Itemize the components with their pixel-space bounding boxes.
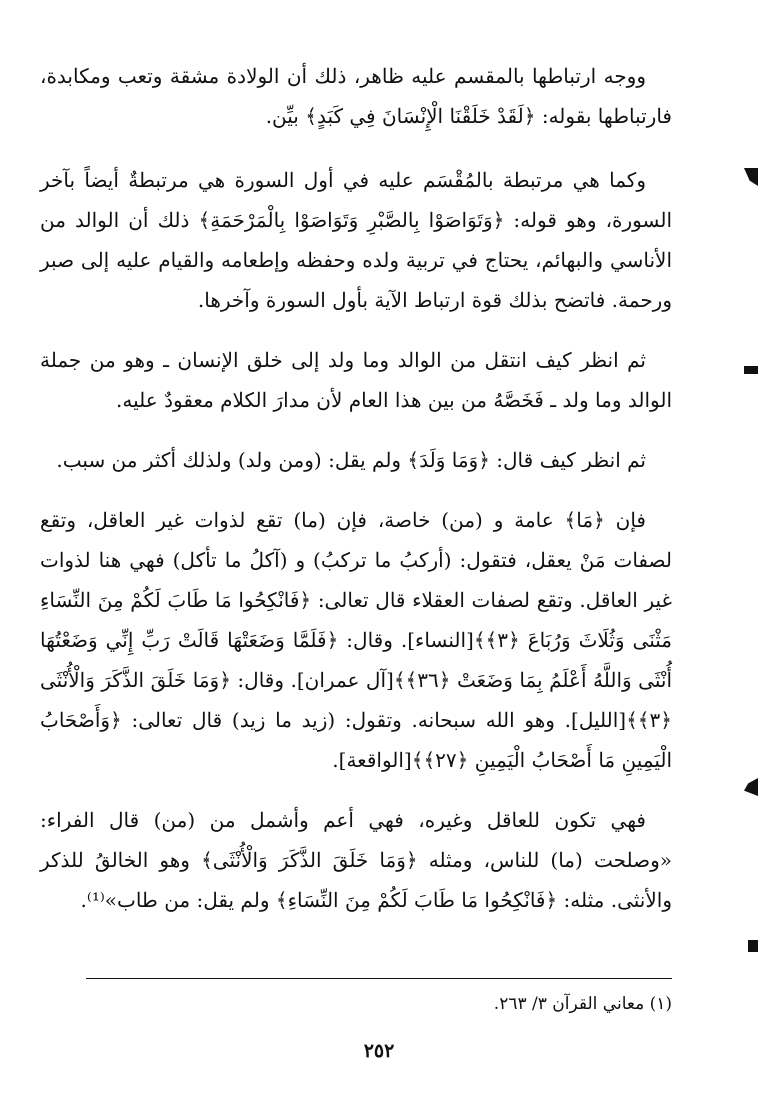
scan-edge-mark <box>748 940 758 952</box>
page-number: ٢٥٢ <box>363 1040 395 1062</box>
paragraph-2: وكما هي مرتبطة بالمُقْسَم عليه في أول السورة هي مرتبطةٌ أيضاً بآخر السورة، وهو قوله: ﴿وَتَوَاصَوْا بِالصَّبْرِ وَتَوَاصَوْا بِالْمَرْحَمَةِ﴾ ذلك أن الوالد من الأناسي والبهائم، يحتاج في تربية ولده وحفظه وإطعامه والقيام عليه إلى صبر ورحمة. فاتضح بذلك قوة ارتباط الآية بأول السورة وآخرها. <box>40 168 672 312</box>
paragraph-6: فهي تكون للعاقل وغيره، فهي أعم وأشمل من (من) قال الفراء: «وصلحت (ما) للناس، ومثله ﴿وَمَا خَلَقَ الذَّكَرَ وَالْأُنْثَى﴾ وهو الخالقُ للذكر والأنثى. مثله: ﴿فَانْكِحُوا مَا طَابَ لَكُمْ مِنَ النِّسَاءِ﴾ ولم يقل: من طاب»⁽¹⁾. <box>40 808 672 912</box>
paragraph-4: ثم انظر كيف قال: ﴿وَمَا وَلَدَ﴾ ولم يقل: (ومن ولد) ولذلك أكثر من سبب. <box>56 448 646 472</box>
paragraph-3: ثم انظر كيف انتقل من الوالد وما ولد إلى خلق الإنسان ـ وهو من جملة الوالد وما ولد ـ فَخَصَّهُ من بين هذا العام لأن مدارَ الكلام معقودٌ عليه. <box>40 348 672 412</box>
footnote-divider <box>86 978 672 979</box>
paragraph-1: ووجه ارتباطها بالمقسم عليه ظاهر، ذلك أن الولادة مشقة وتعب ومكابدة، فارتباطها بقوله: ﴿لَقَدْ خَلَقْنَا الْإِنْسَانَ فِي كَبَدٍ﴾ بيِّن. <box>40 64 672 128</box>
paragraph-5: فإن ﴿مَا﴾ عامة و (من) خاصة، فإن (ما) تقع لذوات غير العاقل، وتقع لصفات مَنْ يعقل، فتقول: (أركبُ ما تركبُ) و (آكلُ ما تأكل) فهي هنا لذوات غير العاقل. وتقع لصفات العقلاء قال تعالى: ﴿فَانْكِحُوا مَا طَابَ لَكُمْ مِنَ النِّسَاءِ مَثْنَى وَثُلَاثَ وَرُبَاعَ ﴿٣﴾﴾[النساء]. وقال: ﴿فَلَمَّا وَضَعَتْهَا قَالَتْ رَبِّ إِنِّي وَضَعْتُهَا أُنْثَى وَاللَّهُ أَعْلَمُ بِمَا وَضَعَتْ ﴿٣٦﴾﴾[آل عمران]. وقال: ﴿وَمَا خَلَقَ الذَّكَرَ وَالْأُنْثَى ﴿٣﴾﴾[الليل]. وهو الله سبحانه. وتقول: (زيد ما زيد) قال تعالى: ﴿وَأَصْحَابُ الْيَمِينِ مَا أَصْحَابُ الْيَمِينِ ﴿٢٧﴾﴾[الواقعة]. <box>40 508 672 772</box>
book-page-body <box>40 56 672 940</box>
scan-edge-mark <box>744 168 758 186</box>
scan-edge-mark <box>744 778 758 796</box>
footnote: (١) معاني القرآن ٣/ ٢٦٣. <box>493 994 672 1014</box>
scan-edge-mark <box>744 366 758 374</box>
